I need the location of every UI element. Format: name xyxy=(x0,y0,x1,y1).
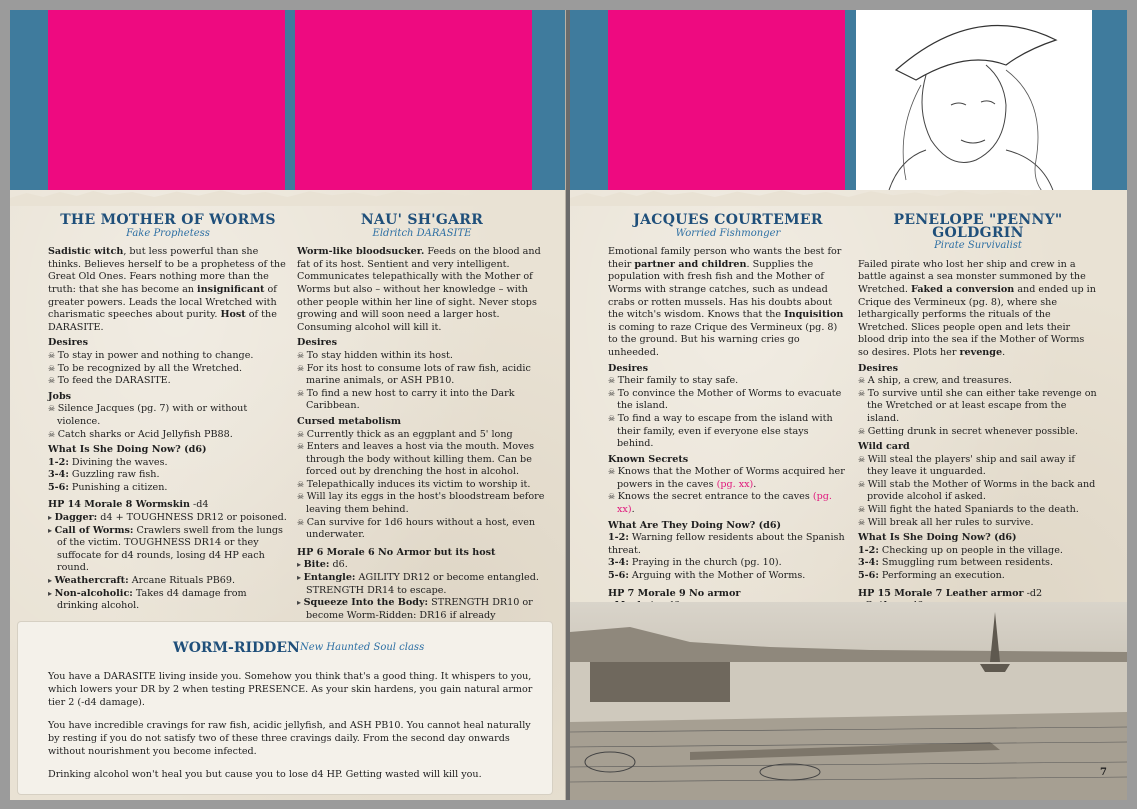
naushgarr-desires-list xyxy=(297,350,547,413)
list-item: ☠ Will lay its eggs in the host's bloodstream before leaving them behind. xyxy=(297,491,547,516)
list-item: ☠ To stay in power and nothing to change. xyxy=(48,350,288,363)
roll: 1-2: xyxy=(48,456,69,468)
jacques-intro xyxy=(608,246,848,359)
mother-stats-rest: -d4 xyxy=(189,499,209,511)
secret-end: . xyxy=(631,504,635,516)
mother-desires-head: Desires xyxy=(48,337,89,349)
roll: 3-4: xyxy=(48,469,69,481)
roll: 5-6: xyxy=(48,481,69,493)
list-item xyxy=(297,572,547,597)
penelope-intro xyxy=(858,259,1098,360)
list-item: ☠ To feed the DARASITE. xyxy=(48,375,288,388)
list-item: ☠ Can survive for 1d6 hours without a host, even underwater. xyxy=(297,517,547,542)
secret-text: Knows that the Mother of Worms acquired her powers in the caves xyxy=(617,466,845,490)
list-item: ☠ Silence Jacques (pg. 7) with or without violence. xyxy=(48,403,288,428)
page-number: 7 xyxy=(1100,767,1107,778)
worm-ridden-box xyxy=(18,622,552,794)
list-item xyxy=(858,570,1098,583)
roll-text: Divining the waves. xyxy=(68,456,168,468)
naushgarr-subtitle: Eldritch DARASITE xyxy=(372,227,472,239)
list-item xyxy=(48,575,288,588)
roll: 5-6: xyxy=(858,570,879,582)
mother-intro-lead: Sadistic witch xyxy=(48,246,124,258)
penelope-stats xyxy=(858,588,1098,601)
list-item xyxy=(608,491,848,516)
list-item: ☠ To find a way to escape from the island with their family, even if everyone else stays behind. xyxy=(608,413,848,451)
roll: 5-6: xyxy=(608,570,629,582)
naushgarr-cursed-head: Cursed metabolism xyxy=(297,415,402,427)
list-item: ☠ Their family to stay safe. xyxy=(608,375,848,388)
list-item: ☠ Will break all her rules to survive. xyxy=(858,517,1098,530)
list-item xyxy=(48,482,288,495)
secret-end: . xyxy=(753,478,757,490)
list-item: ☠ Telepathically induces its victim to worship it. xyxy=(297,479,547,492)
list-item xyxy=(858,545,1098,558)
list-item xyxy=(858,557,1098,570)
penelope-intro-bold2: revenge xyxy=(959,346,1003,358)
mother-intro-c: of the DARASITE. xyxy=(48,309,277,333)
list-item: ☠ Catch sharks or Acid Jellyfish PB88. xyxy=(48,429,288,442)
list-item xyxy=(608,466,848,491)
attack-name: Bite: xyxy=(303,559,330,571)
worm-ridden-p1: You have a DARASITE living inside you. Somehow you think that's a good thing. It whispers to you, which lowers your DR by 2 when testing PRESENCE. As your skin hardens, you gain natural armor tier 2 (-d4 damage). xyxy=(48,671,533,708)
naushgarr-title: NAU' SH'GARR xyxy=(360,212,484,228)
attack-text: Arcane Rituals PB69. xyxy=(128,575,236,587)
worm-ridden-body xyxy=(48,670,538,791)
list-item: ☠ To find a new host to carry it into the Dark Caribbean. xyxy=(297,388,547,413)
jacques-intro-c: is coming to raze Crique des Vermineux (pg. 8) to the ground. But his warning cries go unheeded. xyxy=(608,321,838,358)
penelope-desires-head: Desires xyxy=(858,362,899,374)
mother-of-worms-column xyxy=(48,214,288,613)
attack-text: STRENGTH DR10 or become Worm-Ridden: DR16 if already xyxy=(306,597,533,621)
jacques-subtitle: Worried Fishmonger xyxy=(675,227,781,239)
attack-name: Squeeze Into the Body: xyxy=(303,597,429,609)
mother-desires-list xyxy=(48,350,288,388)
roll-text: Guzzling raw fish. xyxy=(68,469,160,481)
roll: 1-2: xyxy=(608,532,629,544)
penelope-wild-list xyxy=(858,454,1098,530)
list-item: ☠ Enters and leaves a host via the mouth. Moves through the body without killing them. Can be forced out by drenching the host in alcohol. xyxy=(297,441,547,479)
attack-text: AGILITY DR12 or become entangled. STRENGTH DR14 to escape. xyxy=(306,572,539,596)
jacques-desires-list xyxy=(608,375,848,451)
list-item: ☠ To stay hidden within its host. xyxy=(297,350,547,363)
worm-ridden-title: WORM-RIDDEN xyxy=(173,640,300,656)
attack-name: Entangle: xyxy=(303,572,356,584)
mother-intro-bold3: Host xyxy=(220,309,246,321)
list-item: ☠ To survive until she can either take revenge on the Wretched or at least escape from the island. xyxy=(858,388,1098,426)
penelope-intro-a: Failed pirate who lost her ship and crew in a battle against a sea monster summoned by the Wretched. xyxy=(858,258,1086,295)
naushgarr-column xyxy=(297,214,547,635)
mother-intro-b: of greater powers. Leads the local Wretched with charismatic speeches about purity. xyxy=(48,283,277,321)
penelope-stats-bold: HP 15 Morale 7 Leather armor xyxy=(858,587,1024,599)
jacques-doing-list xyxy=(608,532,848,582)
page-reference-link[interactable]: (pg. xx) xyxy=(716,478,754,490)
mother-intro-a: , but less powerful than she thinks. Believes herself to be a prophetess of the Great Old Ones. Fears nothing more than the truth: that she has become an xyxy=(48,246,286,295)
jacques-doing-head: What Are They Doing Now? (d6) xyxy=(608,519,782,531)
roll-text: Warning fellow residents about the Spanish threat. xyxy=(608,532,845,556)
list-item xyxy=(48,588,288,613)
list-item: ☠ Will fight the hated Spaniards to the death. xyxy=(858,504,1098,517)
mother-jobs-head: Jobs xyxy=(48,390,72,402)
naushgarr-intro xyxy=(297,246,547,334)
harbor-etching-illustration xyxy=(570,602,1127,800)
mother-subtitle: Fake Prophetess xyxy=(126,227,210,239)
page-reference-link[interactable]: (pg. xx) xyxy=(617,491,832,516)
mother-stats xyxy=(48,499,288,512)
roll-text: Arguing with the Mother of Worms. xyxy=(628,570,806,582)
list-item xyxy=(608,532,848,557)
list-item: ☠ To be recognized by all the Wretched. xyxy=(48,363,288,376)
list-item: ☠ For its host to consume lots of raw fish, acidic marine animals, or ASH PB10. xyxy=(297,363,547,388)
mother-intro xyxy=(48,246,288,334)
list-item: ☠ Will steal the players' ship and sail away if they leave it unguarded. xyxy=(858,454,1098,479)
penelope-column xyxy=(858,214,1098,625)
roll-text: Performing an execution. xyxy=(878,570,1005,582)
roll-text: Praying in the church (pg. 10). xyxy=(628,557,782,569)
list-item: ☠ To convince the Mother of Worms to evacuate the island. xyxy=(608,388,848,413)
penelope-doing-list xyxy=(858,545,1098,583)
naushgarr-cursed-list xyxy=(297,429,547,542)
attack-text: d6. xyxy=(329,559,348,571)
list-item xyxy=(48,469,288,482)
penelope-wild-head: Wild card xyxy=(858,441,910,453)
list-item xyxy=(608,570,848,583)
attack-text: Crawlers swell from the lungs of the victim. TOUGHNESS DR14 or they suffocate for d4 rounds, losing d4 HP each round. xyxy=(57,524,283,574)
attack-name: Non-alcoholic: xyxy=(54,587,133,599)
penelope-intro-bold1: Faked a conversion xyxy=(911,283,1015,295)
pirate-portrait-illustration xyxy=(856,10,1092,200)
worm-ridden-subtitle: New Haunted Soul class xyxy=(300,642,425,653)
penelope-desires-list xyxy=(858,375,1098,438)
penelope-title: PENELOPE "PENNY" GOLDGRIN xyxy=(893,212,1063,241)
jacques-secrets-head: Known Secrets xyxy=(608,453,689,465)
penelope-intro-c: . xyxy=(1002,346,1006,358)
mother-title: THE MOTHER OF WORMS xyxy=(60,212,276,228)
list-item: ☠ A ship, a crew, and treasures. xyxy=(858,375,1098,388)
list-item xyxy=(48,512,288,525)
pink-image-placeholder-2 xyxy=(295,10,532,190)
jacques-desires-head: Desires xyxy=(608,362,649,374)
attack-name: Weathercraft: xyxy=(54,575,129,587)
roll-text: Checking up on people in the village. xyxy=(878,544,1063,556)
jacques-secrets-list xyxy=(608,466,848,516)
jacques-column xyxy=(608,214,848,638)
list-item xyxy=(608,557,848,570)
mother-stats-bold: HP 14 Morale 8 Wormskin xyxy=(48,499,190,511)
list-item: ☠ Will stab the Mother of Worms in the back and provide alcohol if asked. xyxy=(858,479,1098,504)
book-spread xyxy=(10,10,1127,800)
roll-text: Smuggling rum between residents. xyxy=(878,557,1054,569)
attack-name: Dagger: xyxy=(54,512,98,524)
roll-text: Punishing a citizen. xyxy=(68,481,168,493)
jacques-intro-a: Emotional family person who wants the best for their xyxy=(608,246,842,270)
mother-doing-list xyxy=(48,457,288,495)
list-item xyxy=(297,559,547,572)
roll: 3-4: xyxy=(858,557,879,569)
roll: 1-2: xyxy=(858,544,879,556)
naushgarr-intro-rest: Feeds on the blood and fat of its host. Sentient and very intelligent. Communicates telepathically with the Mother of Worms but also – without her knowledge – with other people within her line of sight. Never stops growing and will soon need a larger host. Consuming alcohol will kill it. xyxy=(297,246,541,333)
left-page xyxy=(10,10,566,800)
penelope-intro-b: and ended up in Crique des Vermineux (pg. 8), where she lethargically performs the rituals of the Wretched. Slices people open and lets their blood drip into the sea if the Mother of Worms so desires. Plots her xyxy=(858,283,1096,358)
naushgarr-intro-lead: Worm-like bloodsucker. xyxy=(297,246,425,258)
attack-text: d4 + TOUGHNESS DR12 or poisoned. xyxy=(97,512,287,524)
penelope-subtitle: Pirate Survivalist xyxy=(934,240,1022,252)
jacques-intro-b: . Supplies the population with fresh fish and the Mother of Worms with strange catches, such as undead crabs or rotten mussels. Has his doubts about the witch's wisdom. Knows that the xyxy=(608,258,833,321)
naushgarr-stats: HP 6 Morale 6 No Armor but its host xyxy=(297,546,496,558)
naushgarr-desires-head: Desires xyxy=(297,337,338,349)
jacques-title: JACQUES COURTEMER xyxy=(633,212,823,228)
penelope-doing-head: What Is She Doing Now? (d6) xyxy=(858,532,1017,544)
mother-jobs-list xyxy=(48,403,288,441)
mother-attacks-list xyxy=(48,512,288,613)
list-item: ☠ Getting drunk in secret whenever possible. xyxy=(858,426,1098,439)
secret-text: Knows the secret entrance to the caves xyxy=(617,491,813,503)
right-page xyxy=(570,10,1127,800)
jacques-intro-bold1: partner and children xyxy=(634,258,747,270)
pirate-portrait-sketch xyxy=(856,10,1092,200)
pink-image-placeholder-3 xyxy=(608,10,845,190)
list-item: ☠ Currently thick as an eggplant and 5' long xyxy=(297,429,547,442)
attack-name: Call of Worms: xyxy=(54,524,134,536)
worm-ridden-p2: You have incredible cravings for raw fish, acidic jellyfish, and ASH PB10. You cannot heal naturally by resting if you do not satisfy two of these three cravings daily. From the second day onwards without nourishment you become infected. xyxy=(48,720,531,757)
attack-text: Takes d4 damage from drinking alcohol. xyxy=(57,587,247,612)
jacques-stats: HP 7 Morale 9 No armor xyxy=(608,587,741,599)
jacques-intro-bold2: Inquisition xyxy=(784,309,844,321)
penelope-stats-rest: -d2 xyxy=(1023,587,1043,599)
list-item xyxy=(48,525,288,575)
list-item xyxy=(48,457,288,470)
worm-ridden-p3: Drinking alcohol won't heal you but cause you to lose d4 HP. Getting wasted will kill you. xyxy=(48,769,482,780)
roll: 3-4: xyxy=(608,557,629,569)
mother-doing-head: What Is She Doing Now? (d6) xyxy=(48,444,207,456)
pink-image-placeholder-1 xyxy=(48,10,285,190)
harbor-etching-sketch xyxy=(570,602,1127,800)
mother-intro-bold2: insignificant xyxy=(197,283,265,295)
